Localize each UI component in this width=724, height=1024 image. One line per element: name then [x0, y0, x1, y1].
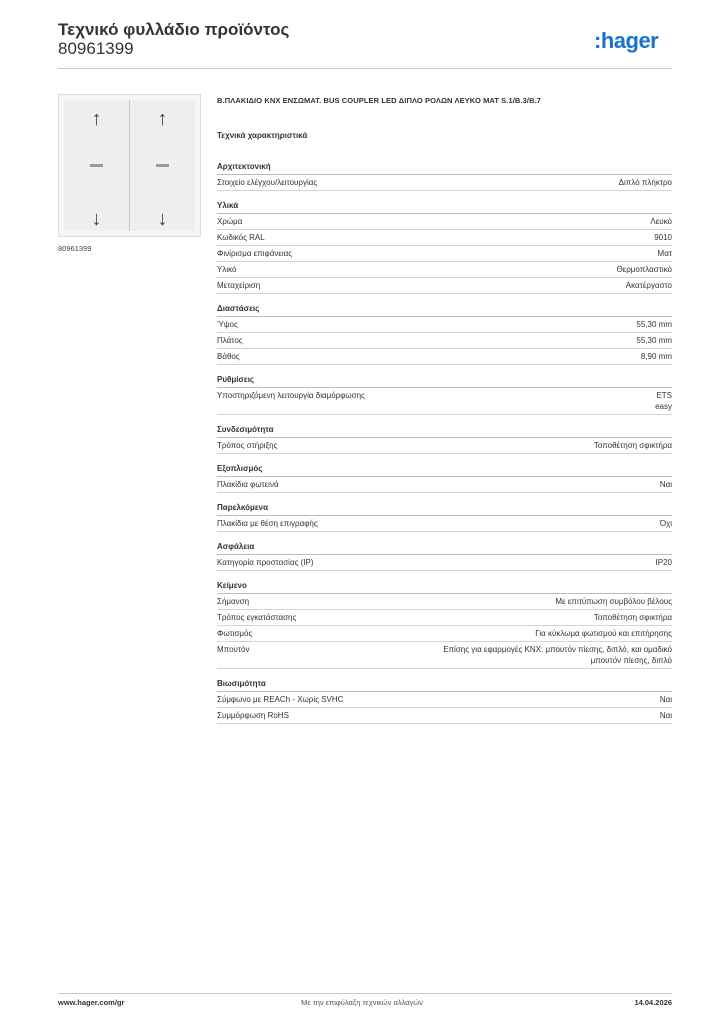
spec-row: [217, 214, 672, 230]
spec-row: [217, 516, 672, 532]
spec-row: [217, 388, 672, 415]
spec-value: [660, 710, 672, 721]
document-title: Τεχνικό φυλλάδιο προϊόντος: [58, 20, 290, 39]
spec-value-line: Ναι: [659, 480, 672, 489]
spec-value-line: Ναι: [659, 695, 672, 704]
spec-value: [658, 248, 672, 259]
spec-row: [217, 708, 672, 724]
section-heading: Αρχιτεκτονική: [217, 160, 672, 175]
spec-key: Πλάτος: [217, 336, 243, 345]
spec-section: [217, 373, 672, 415]
spec-value: [619, 177, 672, 188]
spec-value-line: Τοποθέτηση σφικτήρα: [593, 441, 672, 450]
section-heading: Κείμενο: [217, 579, 672, 594]
spec-value: [555, 596, 672, 607]
spec-key: Υλικό: [217, 265, 237, 274]
section-heading: Βιωσιμότητα: [217, 677, 672, 692]
spec-key: Στοιχείο ελέγχου/λειτουργίας: [217, 178, 318, 187]
spec-value-line: easy: [655, 402, 672, 411]
spec-value-line: Ματ: [657, 249, 672, 258]
section-heading: Διαστάσεις: [217, 302, 672, 317]
product-code: 80961399: [58, 39, 134, 58]
arrow-up-icon: ↑: [91, 108, 102, 130]
spec-key: Συμμόρφωση RoHS: [217, 711, 289, 720]
header-divider: [58, 68, 672, 69]
logo-text: hager: [600, 28, 659, 53]
left-rocker: [64, 100, 130, 231]
spec-section: [217, 501, 672, 532]
spec-key: Ύψος: [217, 320, 238, 329]
hager-logo[interactable]: [594, 28, 658, 54]
spec-value: [656, 557, 672, 568]
spec-row: [217, 333, 672, 349]
spec-value: [641, 351, 672, 362]
spec-row: [217, 175, 672, 191]
spec-value: [650, 216, 672, 227]
spec-row: [217, 555, 672, 571]
spec-value-line: Για κύκλωμα φωτισμού και επιτήρησης: [535, 629, 672, 638]
spec-value-line: Τοποθέτηση σφικτήρα: [593, 613, 672, 622]
section-heading: Παρελκόμενα: [217, 501, 672, 516]
spec-value-line: Ναι: [659, 711, 672, 720]
spec-key: Πλακίδια φωτεινά: [217, 480, 279, 489]
spec-value-line: Όχι: [659, 519, 672, 528]
spec-value-line: Ακατέργαστο: [625, 281, 672, 290]
logo-colon: :: [594, 28, 601, 53]
spec-row: [217, 692, 672, 708]
spec-row: [217, 262, 672, 278]
spec-sections: [217, 160, 672, 724]
spec-value-line: Λευκό: [650, 217, 672, 226]
spec-value: [626, 280, 672, 291]
spec-section: [217, 677, 672, 724]
section-heading: Εξοπλισμός: [217, 462, 672, 477]
spec-key: Βάθος: [217, 352, 240, 361]
footer-divider: [58, 993, 672, 994]
document-date: 14.04.2026: [634, 998, 672, 1007]
spec-value: [660, 518, 672, 529]
spec-value: [654, 232, 672, 243]
image-caption: 80961399: [58, 244, 92, 253]
spec-key: Μεταχείριση: [217, 281, 261, 290]
spec-value: [655, 390, 672, 412]
spec-key: Χρώμα: [217, 217, 243, 226]
spec-row: [217, 610, 672, 626]
spec-value: [636, 319, 672, 330]
spec-row: [217, 317, 672, 333]
spec-value-line: 8,90 mm: [640, 352, 672, 361]
right-rocker: [130, 100, 195, 231]
spec-key: Σύμφωνο με REACh - Χωρίς SVHC: [217, 695, 344, 704]
led-indicator: [90, 164, 103, 167]
website-link[interactable]: www.hager.com/gr: [58, 998, 125, 1007]
spec-value: [594, 440, 672, 451]
spec-key: Σήμανση: [217, 597, 250, 606]
section-heading: Ασφάλεια: [217, 540, 672, 555]
arrow-up-icon: ↑: [157, 108, 168, 130]
spec-value-line: μπουτόν πίεσης, διπλό: [590, 656, 672, 665]
specs-heading: Τεχνικά χαρακτηριστικά: [217, 131, 308, 140]
disclaimer: Με την επιφύλαξη τεχνικών αλλαγών: [301, 998, 423, 1007]
spec-value: [535, 628, 672, 639]
spec-value-line: Επίσης για εφαρμογές KNX: μπουτόν πίεσης, διπλό, και ομαδικό: [443, 645, 672, 654]
spec-row: [217, 246, 672, 262]
spec-value-line: ETS: [656, 391, 672, 400]
spec-row: [217, 642, 672, 669]
section-heading: Συνδεσιμότητα: [217, 423, 672, 438]
spec-row: [217, 349, 672, 365]
arrow-down-icon: ↓: [91, 208, 102, 230]
spec-value-line: 9010: [654, 233, 672, 242]
spec-value-line: IP20: [655, 558, 672, 567]
product-title: B.ΠΛΑΚΙΔΙΟ KNX ΕΝΣΩΜΑΤ. BUS COUPLER LED ΔΙΠΛΟ ΡΟΛΩΝ ΛΕΥΚΟ ΜΑΤ S.1/B.3/B.7: [217, 96, 542, 105]
spec-value-line: Θερμοπλαστικό: [616, 265, 672, 274]
spec-value-line: Διπλό πλήκτρο: [618, 178, 672, 187]
spec-key: Τρόπος εγκατάστασης: [217, 613, 297, 622]
spec-key: Φινίρισμα επιφάνειας: [217, 249, 293, 258]
spec-content: [217, 96, 672, 732]
spec-row: [217, 438, 672, 454]
spec-value-line: 55,30 mm: [636, 320, 672, 329]
spec-section: [217, 579, 672, 669]
spec-key: Κατηγορία προστασίας (IP): [217, 558, 314, 567]
product-image: [58, 94, 201, 237]
spec-key: Κωδικός RAL: [217, 233, 265, 242]
spec-section: [217, 423, 672, 454]
spec-value: [660, 694, 672, 705]
spec-value-line: 55,30 mm: [636, 336, 672, 345]
spec-value: [594, 612, 672, 623]
spec-key: Φωτισμός: [217, 629, 253, 638]
spec-row: [217, 626, 672, 642]
spec-key: Υποστηριζόμενη λειτουργία διαμόρφωσης: [217, 391, 365, 400]
arrow-down-icon: ↓: [157, 208, 168, 230]
spec-section: [217, 540, 672, 571]
switch-plate: [64, 100, 195, 231]
spec-key: Μπουτόν: [217, 645, 250, 654]
spec-value-line: Με επιτύπωση συμβόλου βέλους: [555, 597, 672, 606]
spec-section: [217, 462, 672, 493]
spec-row: [217, 594, 672, 610]
spec-key: Πλακίδια με θέση επιγραφής: [217, 519, 318, 528]
spec-section: [217, 199, 672, 294]
spec-value: [443, 644, 672, 666]
spec-section: [217, 160, 672, 191]
section-heading: Υλικά: [217, 199, 672, 214]
spec-section: [217, 302, 672, 365]
spec-key: Τρόπος στήριξης: [217, 441, 278, 450]
spec-value: [616, 264, 672, 275]
led-indicator: [156, 164, 169, 167]
spec-row: [217, 477, 672, 493]
spec-value: [660, 479, 672, 490]
section-heading: Ρυθμίσεις: [217, 373, 672, 388]
spec-row: [217, 230, 672, 246]
spec-row: [217, 278, 672, 294]
spec-value: [636, 335, 672, 346]
